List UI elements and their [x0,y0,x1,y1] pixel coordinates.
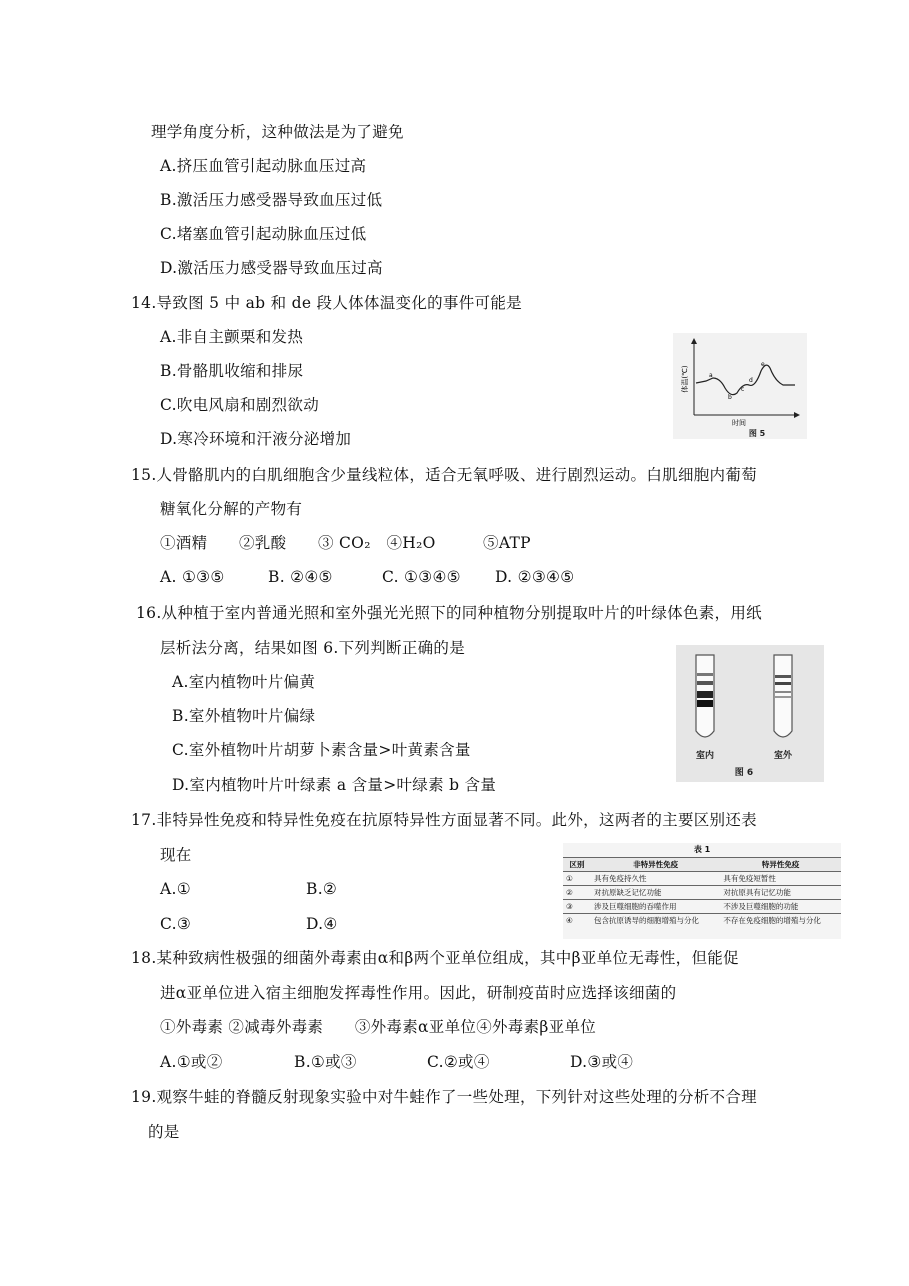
band-indoor-3 [697,691,713,698]
y-axis-arrow [691,338,697,344]
q15-option-d: D. ②③④⑤ [495,568,575,586]
figure-5-xlabel: 时间 [732,419,746,427]
q15-option-b: B. ②④⑤ [268,568,333,586]
q17-option-d: D.④ [306,915,338,933]
table-cell: ① [563,872,591,886]
q13-option-d: D.激活压力感受器导致血压过高 [160,259,383,277]
band-indoor-2 [697,681,713,685]
table-row [563,914,841,928]
point-b-label: b [728,394,732,401]
q16-stem-line-1: 16.从种植于室内普通光照和室外强光光照下的同种植物分别提取叶片的叶绿体色素，用纸 [136,604,762,622]
temperature-curve [696,365,795,395]
q16-option-d: D.室内植物叶片叶绿素 a 含量>叶绿素 b 含量 [172,776,497,794]
band-outdoor-3 [775,691,791,693]
table-1-grid [563,857,841,927]
band-outdoor-2 [775,682,791,685]
table-cell: 对抗原缺乏记忆功能 [591,886,720,900]
figure-6-outdoor-label: 室外 [773,751,793,761]
q17-stem-line-1: 17.非特异性免疫和特异性免疫在抗原特异性方面显著不同。此外，这两者的主要区别还表 [131,811,757,829]
table-header-row [563,858,841,872]
q18-option-d: D.③或④ [570,1053,634,1071]
table-cell: 不涉及巨噬细胞的功能 [720,900,841,914]
table-header-cell: 非特异性免疫 [591,858,720,872]
q13-option-b: B.激活压力感受器导致血压过低 [160,191,383,209]
q18-stem-line-1: 18.某种致病性极强的细菌外毒素由α和β两个亚单位组成，其中β亚单位无毒性，但能促 [131,949,739,967]
q18-option-b: B.①或③ [294,1053,357,1071]
band-outdoor-1 [775,675,791,678]
q14-option-b: B.骨骼肌收缩和排尿 [160,362,304,380]
q16-option-b: B.室外植物叶片偏绿 [172,707,316,725]
table-cell: ② [563,886,591,900]
q13-option-a: A.挤压血管引起动脉血压过高 [160,157,367,175]
q18-items: ①外毒素 ②减毒外毒素 ③外毒素α亚单位④外毒素β亚单位 [160,1018,597,1036]
point-e-label: e [761,361,765,368]
table-cell: ③ [563,900,591,914]
band-outdoor-4 [775,696,791,698]
band-indoor-4 [697,700,713,707]
figure-5-temperature-graph [673,333,807,439]
table-cell: 包含抗原诱导的细胞增殖与分化 [591,914,720,928]
table-cell: 不存在免疫细胞的增殖与分化 [720,914,841,928]
table-header-cell: 特异性免疫 [720,858,841,872]
table-row [563,886,841,900]
tube-indoor [696,655,714,737]
tube-outdoor [774,655,792,737]
q14-option-c: C.吹电风扇和剧烈欲动 [160,396,320,414]
table-header-cell: 区别 [563,858,591,872]
figure-6-caption: 图 6 [734,768,754,778]
point-c-label: c [741,386,745,393]
point-a-label: a [709,372,713,379]
q19-stem-line-1: 19.观察牛蛙的脊髓反射现象实验中对牛蛙作了一些处理，下列针对这些处理的分析不合理 [131,1088,757,1106]
table-row [563,900,841,914]
q14-stem: 14.导致图 5 中 ab 和 de 段人体体温变化的事件可能是 [131,294,522,312]
table-cell: 涉及巨噬细胞的吞噬作用 [591,900,720,914]
x-axis-arrow [794,412,800,418]
q15-stem-line-2: 糖氧化分解的产物有 [160,500,303,518]
table-1-title: 表 1 [693,845,711,854]
table-cell: 具有免疫短暂性 [720,872,841,886]
q15-stem-line-1: 15.人骨骼肌内的白肌细胞含少量线粒体，适合无氧呼吸、进行剧烈运动。白肌细胞内葡萄 [131,466,757,484]
q17-option-c: C.③ [160,915,192,933]
q15-option-c: C. ①③④⑤ [382,568,461,586]
q16-option-c: C.室外植物叶片胡萝卜素含量>叶黄素含量 [172,741,471,759]
q17-stem-line-2: 现在 [160,846,192,864]
q14-option-d: D.寒冷环境和汗液分泌增加 [160,430,352,448]
q18-option-c: C.②或④ [427,1053,490,1071]
q18-option-a: A.①或② [160,1053,223,1071]
table-cell: 具有免疫持久性 [591,872,720,886]
point-d-label: d [749,377,753,384]
q17-option-a: A.① [160,880,191,898]
q19-stem-line-2: 的是 [148,1123,180,1141]
q15-items: ①酒精 ②乳酸 ③ CO₂ ④H₂O ⑤ATP [160,534,531,552]
band-indoor-1 [697,673,713,676]
q15-option-a: A. ①③⑤ [160,568,225,586]
figure-5-ylabel: 体温(℃) [681,365,689,393]
q13-stem-tail: 理学角度分析，这种做法是为了避免 [151,123,404,141]
figure-5-caption: 图 5 [748,429,766,438]
q17-option-b: B.② [306,880,338,898]
table-cell: 对抗原具有记忆功能 [720,886,841,900]
figure-6-indoor-label: 室内 [695,751,715,761]
figure-6-chromatography [676,645,824,782]
table-row [563,872,841,886]
table-cell: ④ [563,914,591,928]
q14-option-a: A.非自主颤栗和发热 [160,328,304,346]
table-1 [563,843,841,939]
q16-stem-line-2: 层析法分离，结果如图 6.下列判断正确的是 [160,639,466,657]
q16-option-a: A.室内植物叶片偏黄 [172,673,316,691]
q18-stem-line-2: 进α亚单位进入宿主细胞发挥毒性作用。因此，研制疫苗时应选择该细菌的 [160,984,677,1002]
q13-option-c: C.堵塞血管引起动脉血压过低 [160,225,367,243]
